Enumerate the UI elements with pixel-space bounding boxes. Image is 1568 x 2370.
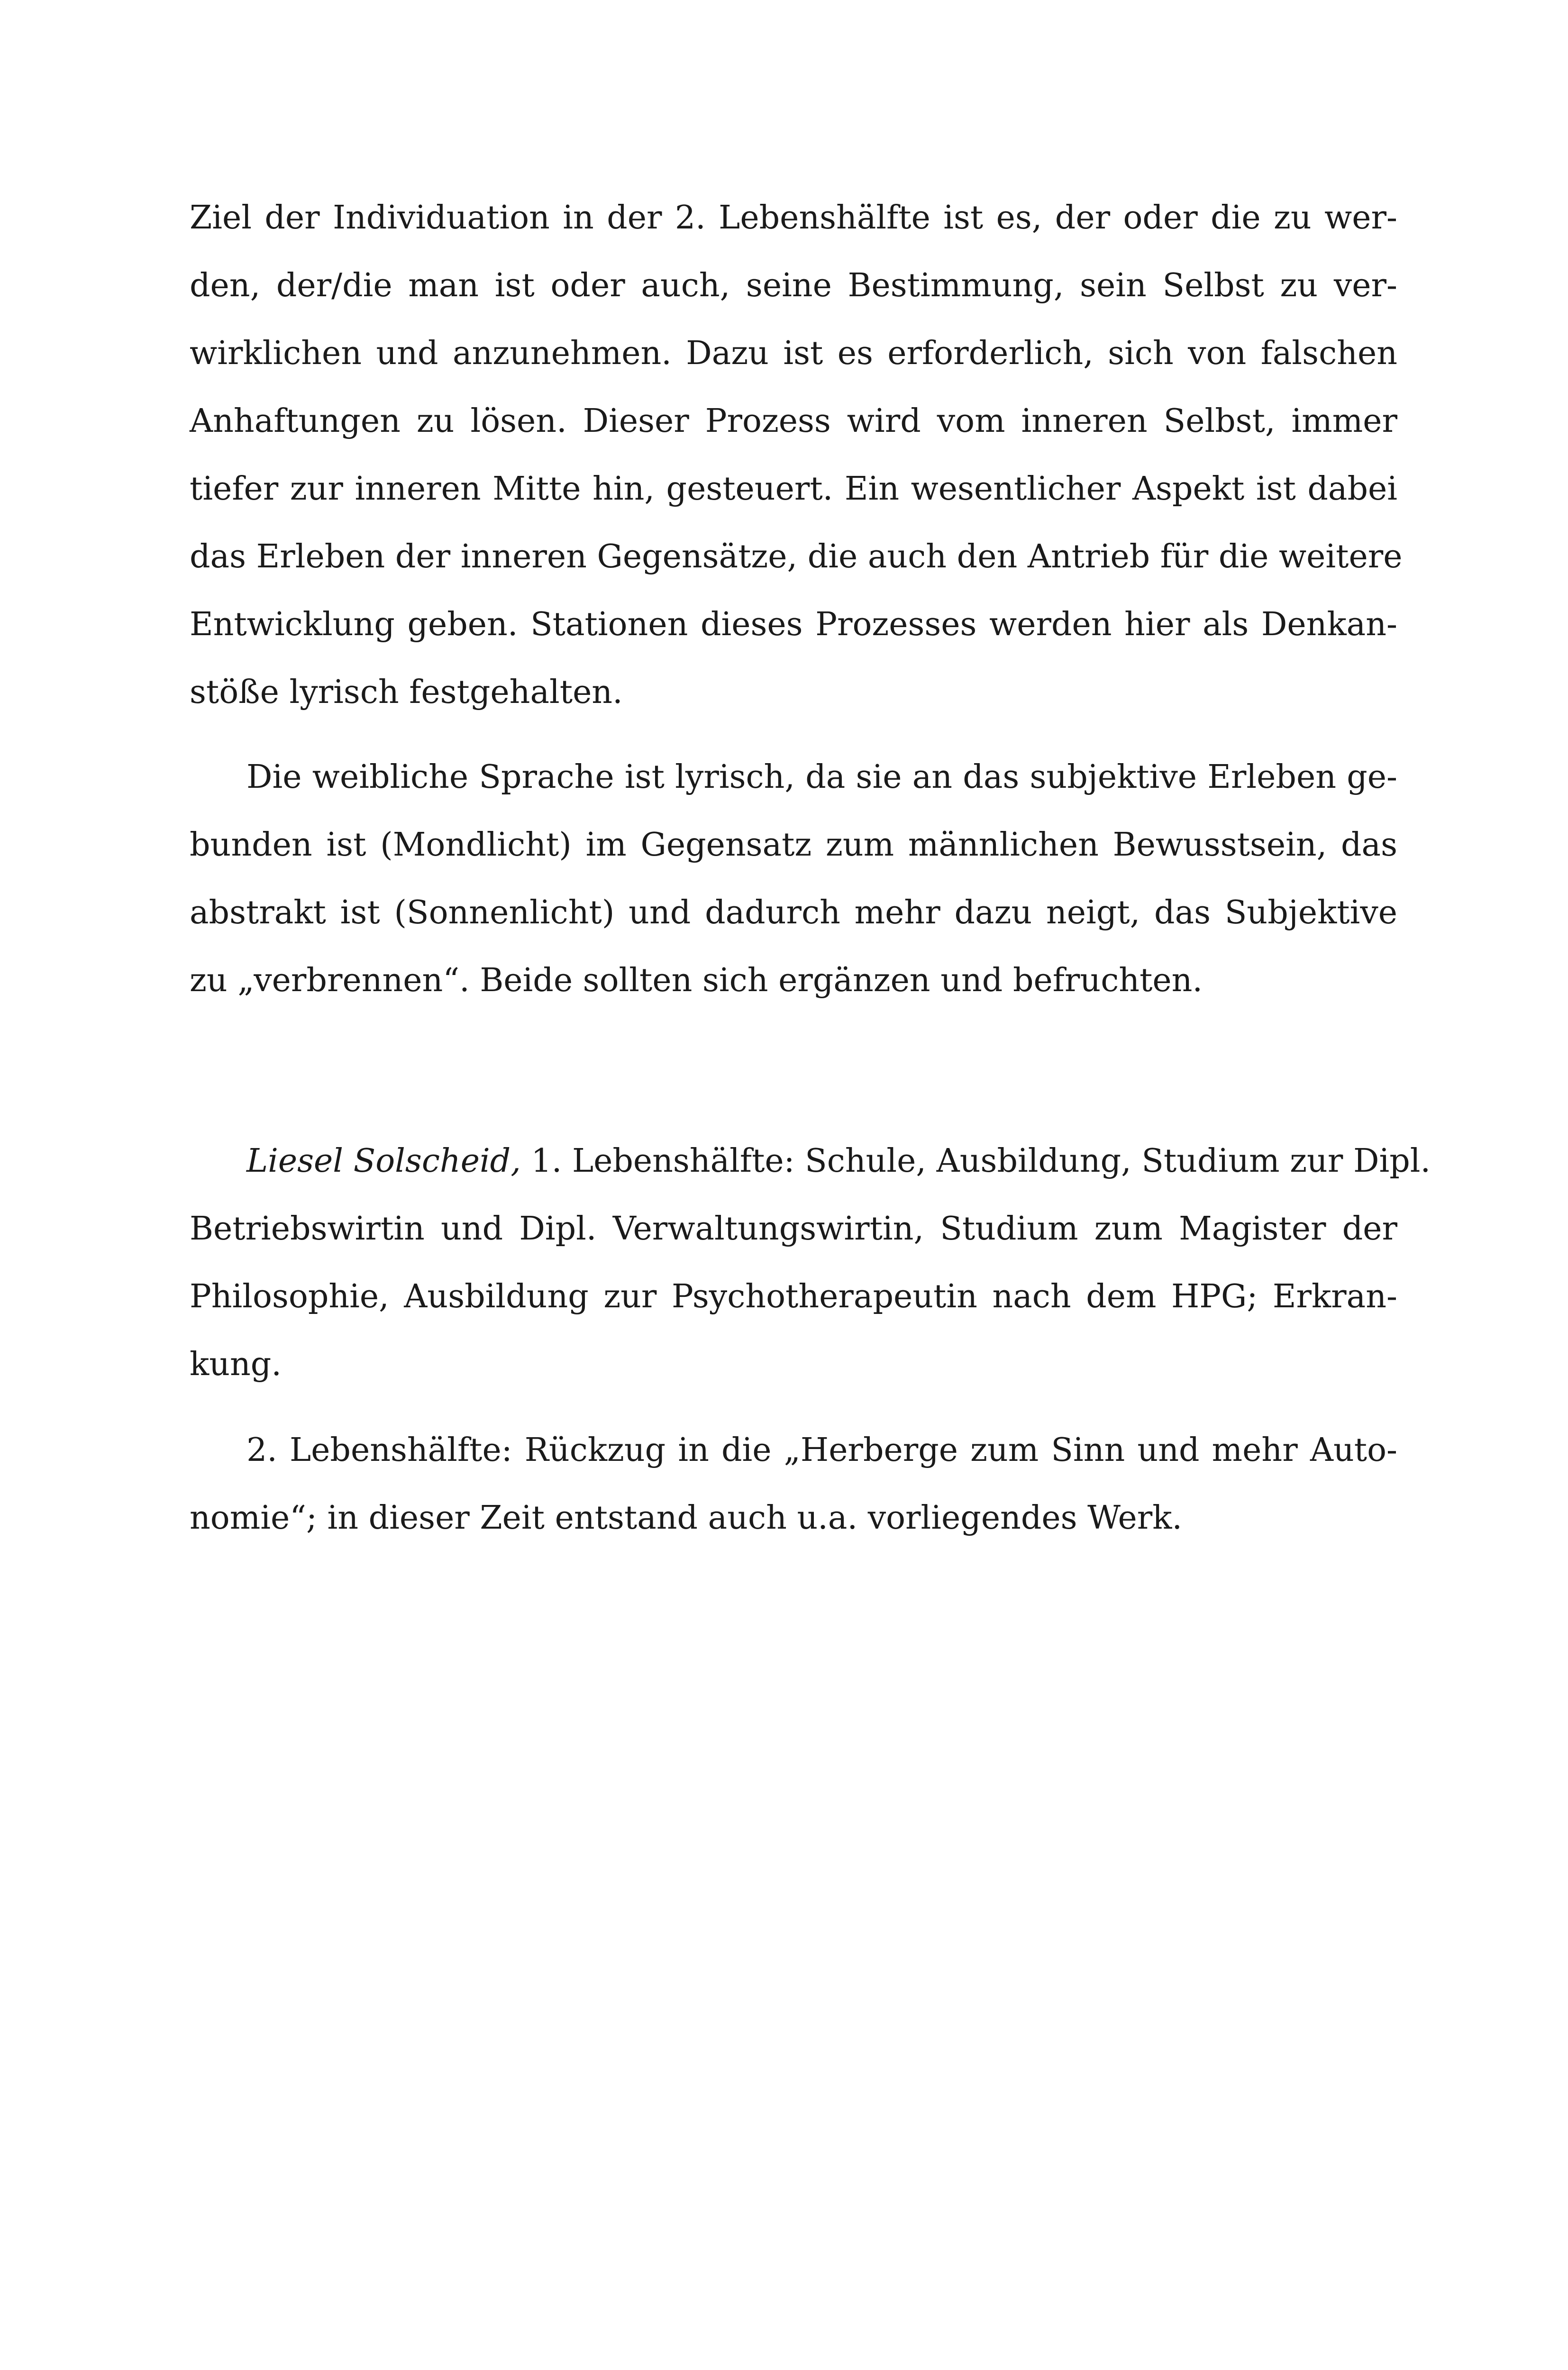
text-line: stöße lyrisch festgehalten. xyxy=(190,674,623,711)
text-line: wirklichen und anzunehmen. Dazu ist es erforderlich, sich von falschen xyxy=(190,335,1397,372)
text-line: Anhaftungen zu lösen. Dieser Prozess wird vom inneren Selbst, immer xyxy=(190,402,1397,440)
text-line: tiefer zur inneren Mitte hin, gesteuert. Ein wesentlicher Aspekt ist dabei xyxy=(190,470,1397,508)
author-name: Liesel Solscheid, xyxy=(246,1142,521,1180)
text-line: den, der/die man ist oder auch, seine Bestimmung, sein Selbst zu ver- xyxy=(190,267,1397,304)
text-line: Betriebswirtin und Dipl. Verwaltungswirtin, Studium zum Magister der xyxy=(190,1210,1397,1248)
text-line: kung. xyxy=(190,1346,282,1383)
text-line: nomie“; in dieser Zeit entstand auch u.a. vorliegendes Werk. xyxy=(190,1499,1183,1537)
text-line: Die weibliche Sprache ist lyrisch, da sie an das subjektive Erleben ge- xyxy=(246,758,1397,796)
text-line: Philosophie, Ausbildung zur Psychotherapeutin nach dem HPG; Erkran- xyxy=(190,1278,1397,1315)
text-line xyxy=(246,1138,1431,1185)
text-line: zu „verbrennen“. Beide sollten sich ergänzen und befruchten. xyxy=(190,962,1203,999)
text-line: Ziel der Individuation in der 2. Lebenshälfte ist es, der oder die zu wer- xyxy=(190,199,1397,237)
bio-text: 1. Lebenshälfte: Schule, Ausbildung, Studium zur Dipl. xyxy=(520,1142,1431,1180)
text-line: bunden ist (Mondlicht) im Gegensatz zum männlichen Bewusstsein, das xyxy=(190,826,1397,864)
text-line: 2. Lebenshälfte: Rückzug in die „Herberge zum Sinn und mehr Auto- xyxy=(246,1431,1397,1469)
text-line: Entwicklung geben. Stationen dieses Prozesses werden hier als Denkan- xyxy=(190,606,1397,643)
text-line: das Erleben der inneren Gegensätze, die auch den Antrieb für die weitere xyxy=(190,538,1403,575)
text-line: abstrakt ist (Sonnenlicht) und dadurch mehr dazu neigt, das Subjektive xyxy=(190,894,1397,931)
